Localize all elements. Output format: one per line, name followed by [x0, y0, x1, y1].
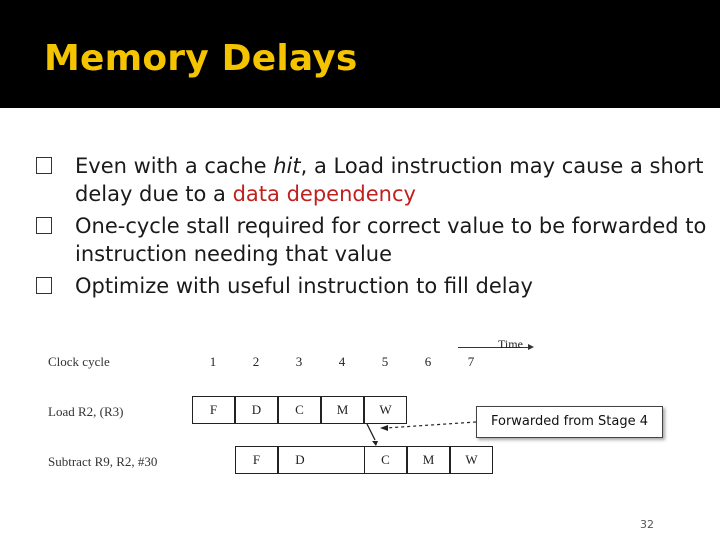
time-label: Time — [498, 337, 523, 351]
cycle-number: 3 — [295, 354, 303, 369]
bullet-text: , a Load instruction may cause a short delay due to a — [75, 154, 704, 206]
subtract-instruction-label: Subtract R9, R2, #30 — [48, 454, 158, 469]
pipeline-stage: D — [235, 396, 278, 424]
square-bullet-icon — [36, 277, 52, 294]
title-bar — [0, 0, 720, 108]
pipeline-stage: C — [278, 396, 321, 424]
square-bullet-icon — [36, 217, 52, 234]
pipeline-stage: M — [407, 446, 450, 474]
page-number: 32 — [640, 518, 654, 531]
cycle-number: 7 — [467, 354, 475, 369]
square-bullet-icon — [36, 157, 52, 174]
bullet-item — [30, 212, 710, 268]
cycle-number: 6 — [424, 354, 432, 369]
load-instruction-label: Load R2, (R3) — [48, 404, 124, 419]
cycle-number: 5 — [381, 354, 389, 369]
bullet-text: Optimize with useful instruction to fill delay — [75, 274, 533, 298]
pipeline-stage: M — [321, 396, 364, 424]
bullet-emphasis: hit — [273, 154, 301, 178]
highlighted-text: data dependency — [232, 182, 416, 206]
forwarding-callout: Forwarded from Stage 4 — [476, 406, 663, 438]
pipeline-stage: W — [364, 396, 407, 424]
pipeline-stage: F — [235, 446, 278, 474]
clock-cycle-label: Clock cycle — [48, 354, 110, 369]
bullet-item — [30, 272, 710, 300]
cycle-number: 4 — [338, 354, 346, 369]
bullet-text: One-cycle stall required for correct value to be forwarded to instruction needing that value — [75, 214, 707, 266]
pipeline-stage: F — [192, 396, 235, 424]
pipeline-stage: W — [450, 446, 493, 474]
cycle-number: 1 — [209, 354, 217, 369]
stall-slot — [321, 446, 364, 474]
pipeline-stage: D — [278, 446, 321, 474]
pipeline-diagram — [40, 330, 560, 480]
bullet-item — [30, 152, 710, 208]
bullet-text: Even with a cache — [75, 154, 274, 178]
slide-title: Memory Delays — [44, 38, 358, 79]
bullet-list — [30, 152, 710, 304]
cycle-number: 2 — [252, 354, 260, 369]
pipeline-stage: C — [364, 446, 407, 474]
